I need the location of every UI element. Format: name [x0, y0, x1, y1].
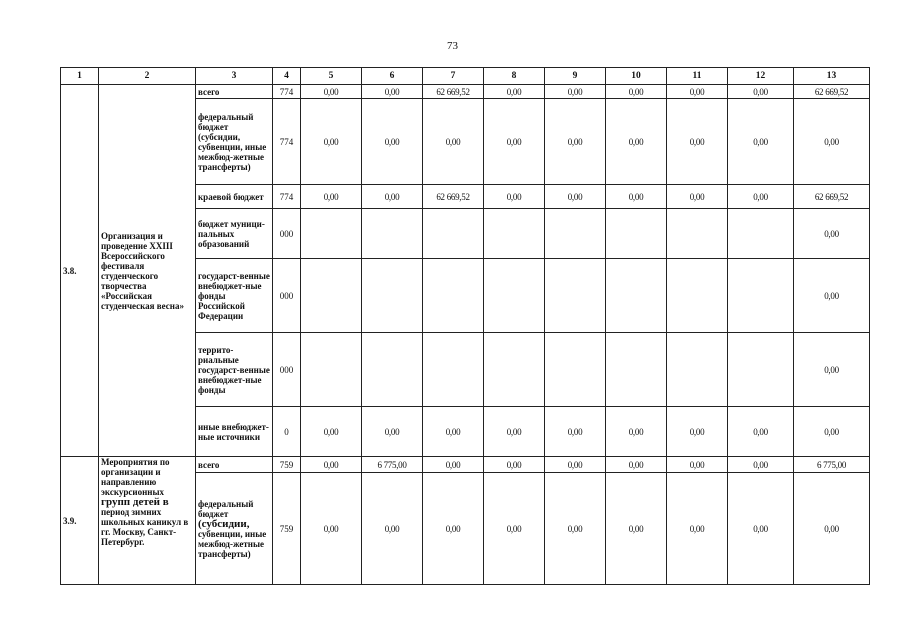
column-header: 6 — [362, 68, 423, 85]
column-header: 2 — [99, 68, 196, 85]
value-cell: 62 669,52 — [423, 85, 484, 99]
value-cell: 0,00 — [667, 457, 728, 473]
value-cell: 0,00 — [545, 85, 606, 99]
section-name — [99, 457, 196, 585]
code-cell: 000 — [273, 333, 301, 407]
value-cell: 0,00 — [794, 407, 870, 457]
value-cell: 0,00 — [728, 473, 794, 585]
section-name: Организация и проведение XXIII Всероссийского фестиваля студенческого творчества «Российская студенческая весна» — [99, 85, 196, 457]
value-cell: 62 669,52 — [423, 185, 484, 209]
section-number: 3.9. — [61, 457, 99, 585]
funding-source: краевой бюджет — [196, 185, 273, 209]
funding-source: иные внебюджет-ные источники — [196, 407, 273, 457]
value-cell — [423, 209, 484, 259]
value-cell: 0,00 — [362, 473, 423, 585]
value-cell: 62 669,52 — [794, 85, 870, 99]
funding-source-part: (субсидии, — [198, 517, 250, 530]
value-cell — [667, 259, 728, 333]
value-cell — [301, 259, 362, 333]
value-cell: 0,00 — [728, 457, 794, 473]
value-cell: 0,00 — [423, 99, 484, 185]
value-cell: 0,00 — [606, 457, 667, 473]
value-cell: 0,00 — [484, 85, 545, 99]
section-name-part: групп детей в — [101, 496, 169, 508]
value-cell: 0,00 — [606, 185, 667, 209]
value-cell — [362, 333, 423, 407]
value-cell — [484, 209, 545, 259]
funding-source-part: субвенции, иные межбюд-жетные трансферты) — [198, 528, 267, 559]
code-cell: 774 — [273, 185, 301, 209]
value-cell: 62 669,52 — [794, 185, 870, 209]
value-cell: 0,00 — [362, 407, 423, 457]
value-cell: 0,00 — [728, 99, 794, 185]
funding-source — [196, 473, 273, 585]
value-cell: 0,00 — [545, 473, 606, 585]
value-cell: 0,00 — [301, 473, 362, 585]
column-header: 11 — [667, 68, 728, 85]
value-cell: 0,00 — [794, 209, 870, 259]
column-header: 4 — [273, 68, 301, 85]
value-cell — [423, 333, 484, 407]
value-cell — [423, 259, 484, 333]
table-row — [61, 85, 870, 99]
value-cell: 0,00 — [301, 457, 362, 473]
value-cell — [301, 333, 362, 407]
value-cell: 0,00 — [728, 407, 794, 457]
funding-source: государст-венные внебюджет-ные фонды Российской Федерации — [196, 259, 273, 333]
value-cell: 0,00 — [362, 85, 423, 99]
value-cell — [728, 209, 794, 259]
funding-source: террито-риальные государст-венные внебюджет-ные фонды — [196, 333, 273, 407]
column-header: 12 — [728, 68, 794, 85]
value-cell: 6 775,00 — [794, 457, 870, 473]
value-cell: 0,00 — [728, 185, 794, 209]
value-cell: 0,00 — [667, 185, 728, 209]
value-cell: 0,00 — [301, 407, 362, 457]
column-header: 10 — [606, 68, 667, 85]
value-cell — [667, 333, 728, 407]
value-cell: 0,00 — [484, 473, 545, 585]
section-name-part: Мероприятия по организации и направлению экскурсионных — [101, 457, 170, 497]
value-cell: 0,00 — [728, 85, 794, 99]
column-header: 13 — [794, 68, 870, 85]
funding-source-part: федеральный бюджет — [198, 498, 254, 519]
value-cell: 6 775,00 — [362, 457, 423, 473]
value-cell: 0,00 — [794, 473, 870, 585]
column-header: 7 — [423, 68, 484, 85]
value-cell: 0,00 — [484, 185, 545, 209]
column-header: 3 — [196, 68, 273, 85]
funding-source: всего — [196, 85, 273, 99]
value-cell: 0,00 — [545, 99, 606, 185]
section-number: 3.8. — [61, 85, 99, 457]
value-cell: 0,00 — [545, 407, 606, 457]
value-cell — [362, 209, 423, 259]
value-cell — [667, 209, 728, 259]
value-cell: 0,00 — [362, 99, 423, 185]
value-cell: 0,00 — [545, 185, 606, 209]
value-cell: 0,00 — [484, 99, 545, 185]
value-cell — [545, 259, 606, 333]
value-cell — [301, 209, 362, 259]
value-cell: 0,00 — [423, 457, 484, 473]
value-cell: 0,00 — [606, 407, 667, 457]
code-cell: 774 — [273, 99, 301, 185]
value-cell: 0,00 — [301, 185, 362, 209]
value-cell — [484, 259, 545, 333]
value-cell — [606, 333, 667, 407]
value-cell: 0,00 — [484, 407, 545, 457]
value-cell: 0,00 — [301, 85, 362, 99]
code-cell: 759 — [273, 457, 301, 473]
funding-source: федеральный бюджет (субсидии, субвенции, иные межбюд-жетные трансферты) — [196, 99, 273, 185]
value-cell: 0,00 — [667, 473, 728, 585]
table-row — [61, 457, 870, 473]
column-header: 9 — [545, 68, 606, 85]
value-cell: 0,00 — [794, 333, 870, 407]
funding-source: всего — [196, 457, 273, 473]
code-cell: 000 — [273, 209, 301, 259]
code-cell: 759 — [273, 473, 301, 585]
section-name-part: период зимних школьных каникул в гг. Москву, Санкт-Петербург. — [101, 507, 189, 547]
value-cell — [484, 333, 545, 407]
column-header: 5 — [301, 68, 362, 85]
value-cell: 0,00 — [423, 407, 484, 457]
value-cell: 0,00 — [606, 473, 667, 585]
value-cell: 0,00 — [667, 99, 728, 185]
value-cell: 0,00 — [484, 457, 545, 473]
value-cell: 0,00 — [362, 185, 423, 209]
column-header: 8 — [484, 68, 545, 85]
value-cell: 0,00 — [545, 457, 606, 473]
value-cell: 0,00 — [794, 99, 870, 185]
code-cell: 0 — [273, 407, 301, 457]
code-cell: 000 — [273, 259, 301, 333]
column-header: 1 — [61, 68, 99, 85]
page-number: 73 — [447, 40, 458, 52]
value-cell: 0,00 — [667, 85, 728, 99]
value-cell — [728, 333, 794, 407]
value-cell: 0,00 — [301, 99, 362, 185]
value-cell: 0,00 — [606, 99, 667, 185]
value-cell — [728, 259, 794, 333]
value-cell — [545, 333, 606, 407]
code-cell: 774 — [273, 85, 301, 99]
value-cell: 0,00 — [794, 259, 870, 333]
value-cell: 0,00 — [423, 473, 484, 585]
value-cell — [545, 209, 606, 259]
budget-table — [60, 67, 870, 585]
value-cell — [362, 259, 423, 333]
value-cell — [606, 259, 667, 333]
value-cell: 0,00 — [606, 85, 667, 99]
value-cell — [606, 209, 667, 259]
funding-source: бюджет муници-пальных образований — [196, 209, 273, 259]
header-row — [61, 68, 870, 85]
value-cell: 0,00 — [667, 407, 728, 457]
